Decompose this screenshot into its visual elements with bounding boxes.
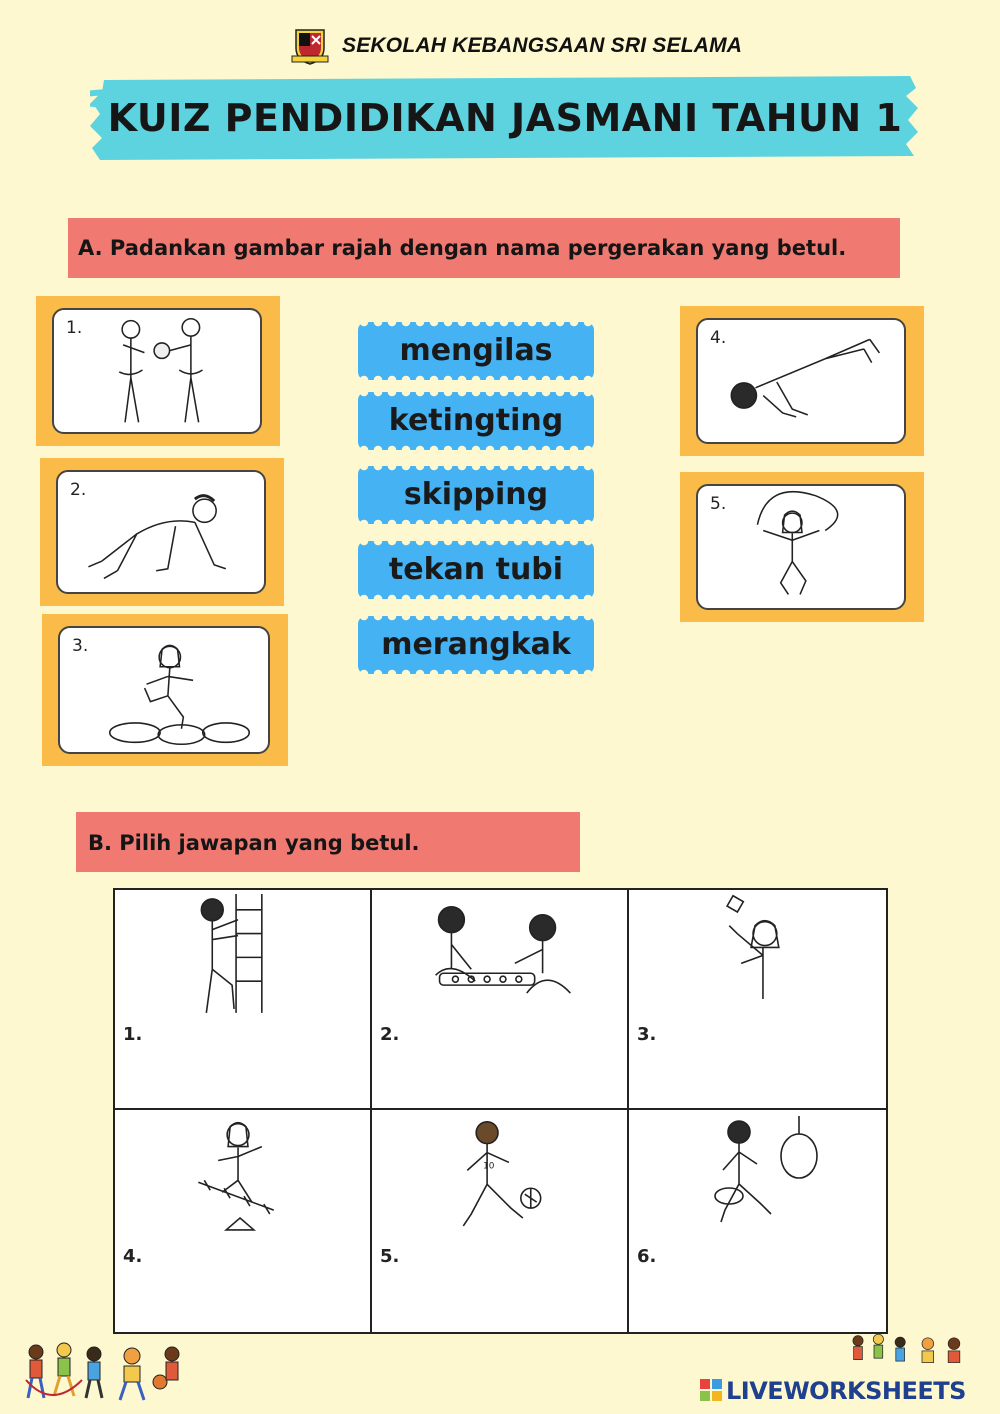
question-number: 4.	[123, 1246, 143, 1267]
page-title: KUIZ PENDIDIKAN JASMANI TAHUN 1	[107, 96, 903, 140]
question-cell-5	[372, 1110, 629, 1332]
question-cell-3	[629, 890, 888, 1110]
picture-card-4[interactable]	[680, 306, 924, 456]
crawling-illustration	[58, 472, 264, 592]
picture-card-1[interactable]	[36, 296, 280, 446]
answer-input-5[interactable]	[408, 1240, 620, 1324]
picture-number: 1.	[66, 318, 83, 338]
question-number: 6.	[637, 1246, 657, 1267]
brand-name: LIVEWORKSHEETS	[726, 1377, 966, 1405]
hopping-hoops-illustration	[60, 628, 268, 752]
liveworksheets-brand[interactable]	[700, 1377, 966, 1405]
question-number: 1.	[123, 1024, 143, 1045]
picture-card-2[interactable]	[40, 458, 284, 606]
word-tile-tekan-tubi[interactable]: tekan tubi	[358, 541, 594, 599]
answer-input-4[interactable]	[151, 1240, 363, 1324]
answer-input-6[interactable]	[665, 1240, 877, 1324]
question-cell-6	[629, 1110, 888, 1332]
picture-card-3[interactable]	[42, 614, 288, 766]
question-number: 2.	[380, 1024, 400, 1045]
picture-number: 4.	[710, 328, 727, 348]
school-name: SEKOLAH KEBANGSAAN SRI SELAMA	[342, 34, 743, 57]
picture-frame	[56, 470, 266, 594]
push-up-illustration	[698, 320, 904, 442]
picture-number: 5.	[710, 494, 727, 514]
school-header	[290, 26, 742, 66]
picture-number: 2.	[70, 480, 87, 500]
title-banner	[90, 74, 920, 162]
liveworksheets-logo-icon	[700, 1379, 722, 1403]
answer-input-3[interactable]	[665, 1020, 877, 1100]
picture-frame	[52, 308, 262, 434]
question-cell-1	[115, 890, 372, 1110]
question-number: 3.	[637, 1024, 657, 1045]
picture-frame	[696, 484, 906, 610]
answer-grid	[113, 888, 888, 1334]
passing-ball-illustration	[54, 310, 260, 432]
answer-input-2[interactable]	[408, 1020, 620, 1100]
picture-frame	[58, 626, 270, 754]
question-number: 5.	[380, 1246, 400, 1267]
question-cell-2	[372, 890, 629, 1110]
word-tile-mengilas[interactable]: mengilas	[358, 322, 594, 380]
svg-text:10: 10	[483, 1161, 495, 1172]
kids-playing-decoration-right	[826, 1332, 986, 1380]
word-tile-merangkak[interactable]: merangkak	[358, 616, 594, 674]
answer-input-1[interactable]	[151, 1020, 363, 1100]
school-crest-icon	[290, 26, 330, 66]
picture-frame	[696, 318, 906, 444]
word-tile-ketingting[interactable]: ketingting	[358, 392, 594, 450]
section-a-instruction: A. Padankan gambar rajah dengan nama pergerakan yang betul.	[68, 218, 900, 278]
word-tile-skipping[interactable]: skipping	[358, 466, 594, 524]
question-cell-4	[115, 1110, 372, 1332]
skipping-rope-illustration	[698, 486, 904, 608]
kids-playing-decoration-left	[22, 1340, 182, 1406]
picture-card-5[interactable]	[680, 472, 924, 622]
picture-number: 3.	[72, 636, 89, 656]
section-b-instruction: B. Pilih jawapan yang betul.	[76, 812, 580, 872]
